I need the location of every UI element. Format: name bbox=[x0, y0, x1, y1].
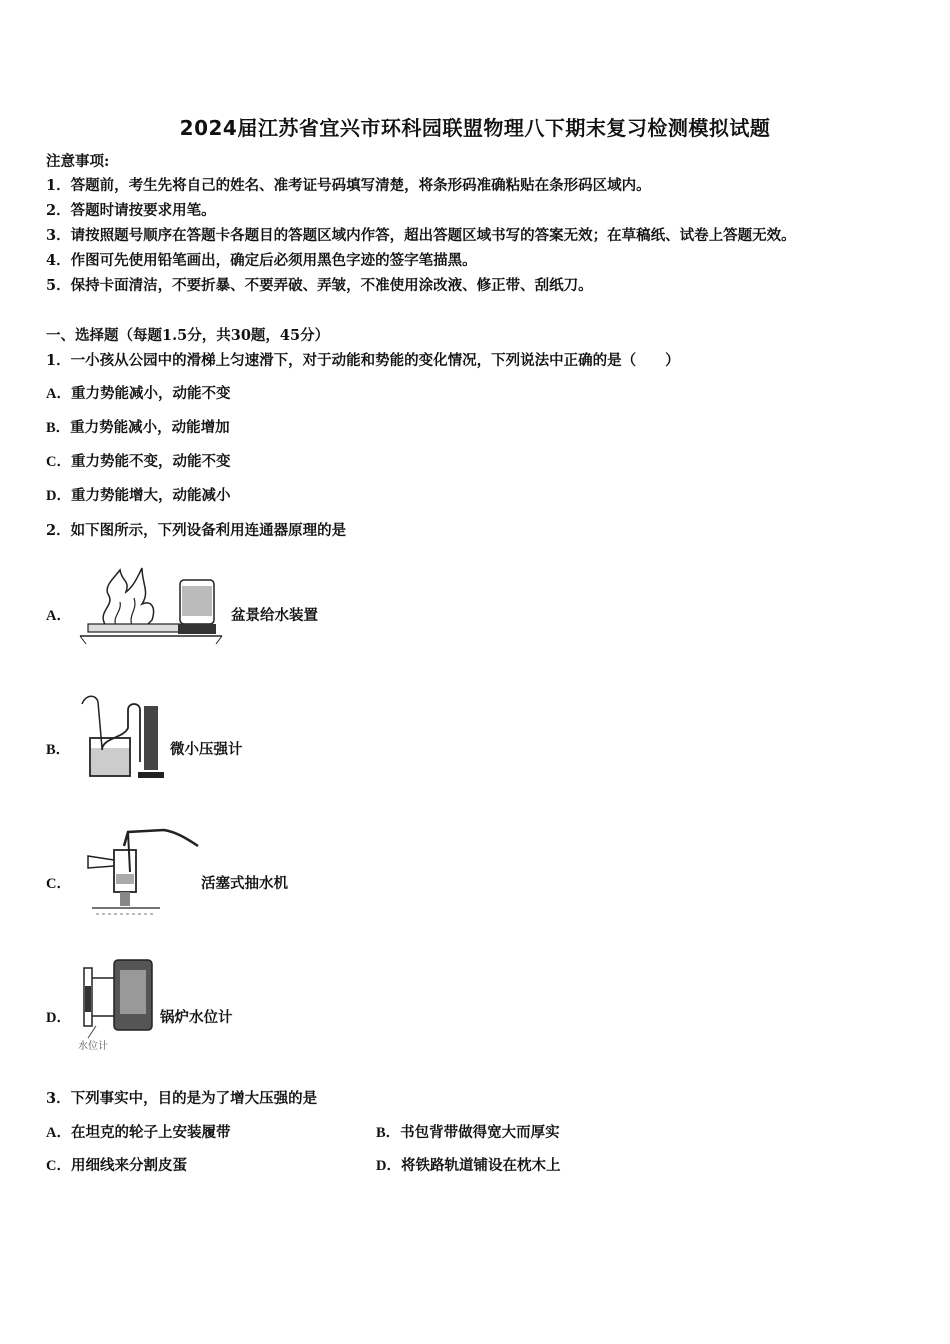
question-2-option-a-letter[interactable]: A． bbox=[46, 608, 71, 624]
bonsai-watering-figure bbox=[76, 556, 226, 648]
question-3-option-a[interactable] bbox=[46, 1123, 230, 1143]
notice-heading: 注意事项: bbox=[46, 153, 110, 170]
option-letter: C． bbox=[46, 1158, 71, 1174]
question-2-option-a-caption: 盆景给水装置 bbox=[231, 607, 318, 624]
option-text: 重力势能减小，动能不变 bbox=[70, 385, 231, 402]
question-3-option-c[interactable] bbox=[46, 1156, 187, 1176]
pressure-gauge-figure bbox=[74, 688, 170, 784]
notice-item: 4．作图可先使用铅笔画出，确定后必须用黑色字迹的签字笔描黑。 bbox=[46, 252, 477, 269]
option-text: 书包背带做得宽大而厚实 bbox=[400, 1124, 560, 1141]
question-3-option-b[interactable] bbox=[376, 1123, 560, 1143]
option-text: 用细线来分割皮蛋 bbox=[70, 1157, 187, 1174]
question-1-option-b[interactable] bbox=[46, 418, 230, 438]
piston-pump-figure bbox=[80, 822, 200, 918]
question-1-option-a[interactable] bbox=[46, 384, 230, 404]
notice-item: 2．答题时请按要求用笔。 bbox=[46, 202, 216, 219]
option-text: 重力势能不变，动能不变 bbox=[70, 453, 231, 470]
water-level-label: 水位计 bbox=[78, 1041, 108, 1052]
option-letter: A． bbox=[46, 1125, 71, 1141]
question-2-option-d-letter[interactable]: D． bbox=[46, 1010, 71, 1026]
notice-item: 1．答题前，考生先将自己的姓名、准考证号码填写清楚，将条形码准确粘贴在条形码区域内。 bbox=[46, 177, 651, 194]
notice-item: 3．请按照题号顺序在答题卡各题目的答题区域内作答，超出答题区域书写的答案无效；在草稿纸、试卷上答题无效。 bbox=[46, 227, 796, 244]
option-text: 将铁路轨道铺设在枕木上 bbox=[400, 1157, 561, 1174]
question-2-stem: 2．如下图所示，下列设备利用连通器原理的是 bbox=[46, 522, 347, 539]
question-2-option-d-caption: 锅炉水位计 bbox=[160, 1009, 233, 1026]
option-letter: C． bbox=[46, 454, 71, 470]
question-3-option-d[interactable] bbox=[376, 1156, 560, 1176]
question-2-option-c-caption: 活塞式抽水机 bbox=[201, 875, 288, 892]
question-2-option-b-letter[interactable]: B． bbox=[46, 742, 71, 758]
option-letter: A． bbox=[46, 386, 71, 402]
question-1-option-c[interactable] bbox=[46, 452, 230, 472]
option-letter: B． bbox=[376, 1125, 401, 1141]
question-3-stem: 3．下列事实中，目的是为了增大压强的是 bbox=[46, 1090, 318, 1107]
option-text: 在坦克的轮子上安装履带 bbox=[70, 1124, 231, 1141]
question-2-option-b-caption: 微小压强计 bbox=[170, 741, 243, 758]
section-heading: 一、选择题（每题1.5分，共30题，45分） bbox=[46, 327, 330, 344]
page-title: 2024届江苏省宜兴市环科园联盟物理八下期末复习检测模拟试题 bbox=[179, 116, 771, 140]
option-letter: D． bbox=[46, 488, 71, 504]
option-text: 重力势能减小，动能增加 bbox=[70, 419, 230, 436]
question-2-option-c-letter[interactable]: C． bbox=[46, 876, 71, 892]
option-letter: D． bbox=[376, 1158, 401, 1174]
option-text: 重力势能增大，动能减小 bbox=[70, 487, 231, 504]
option-letter: B． bbox=[46, 420, 71, 436]
question-1-option-d[interactable] bbox=[46, 486, 230, 506]
question-1-stem: 1．一小孩从公园中的滑梯上匀速滑下，对于动能和势能的变化情况，下列说法中正确的是（ ） bbox=[46, 352, 680, 369]
notice-item: 5．保持卡面清洁，不要折暴、不要弄破、弄皱，不准使用涂改液、修正带、刮纸刀。 bbox=[46, 277, 593, 294]
